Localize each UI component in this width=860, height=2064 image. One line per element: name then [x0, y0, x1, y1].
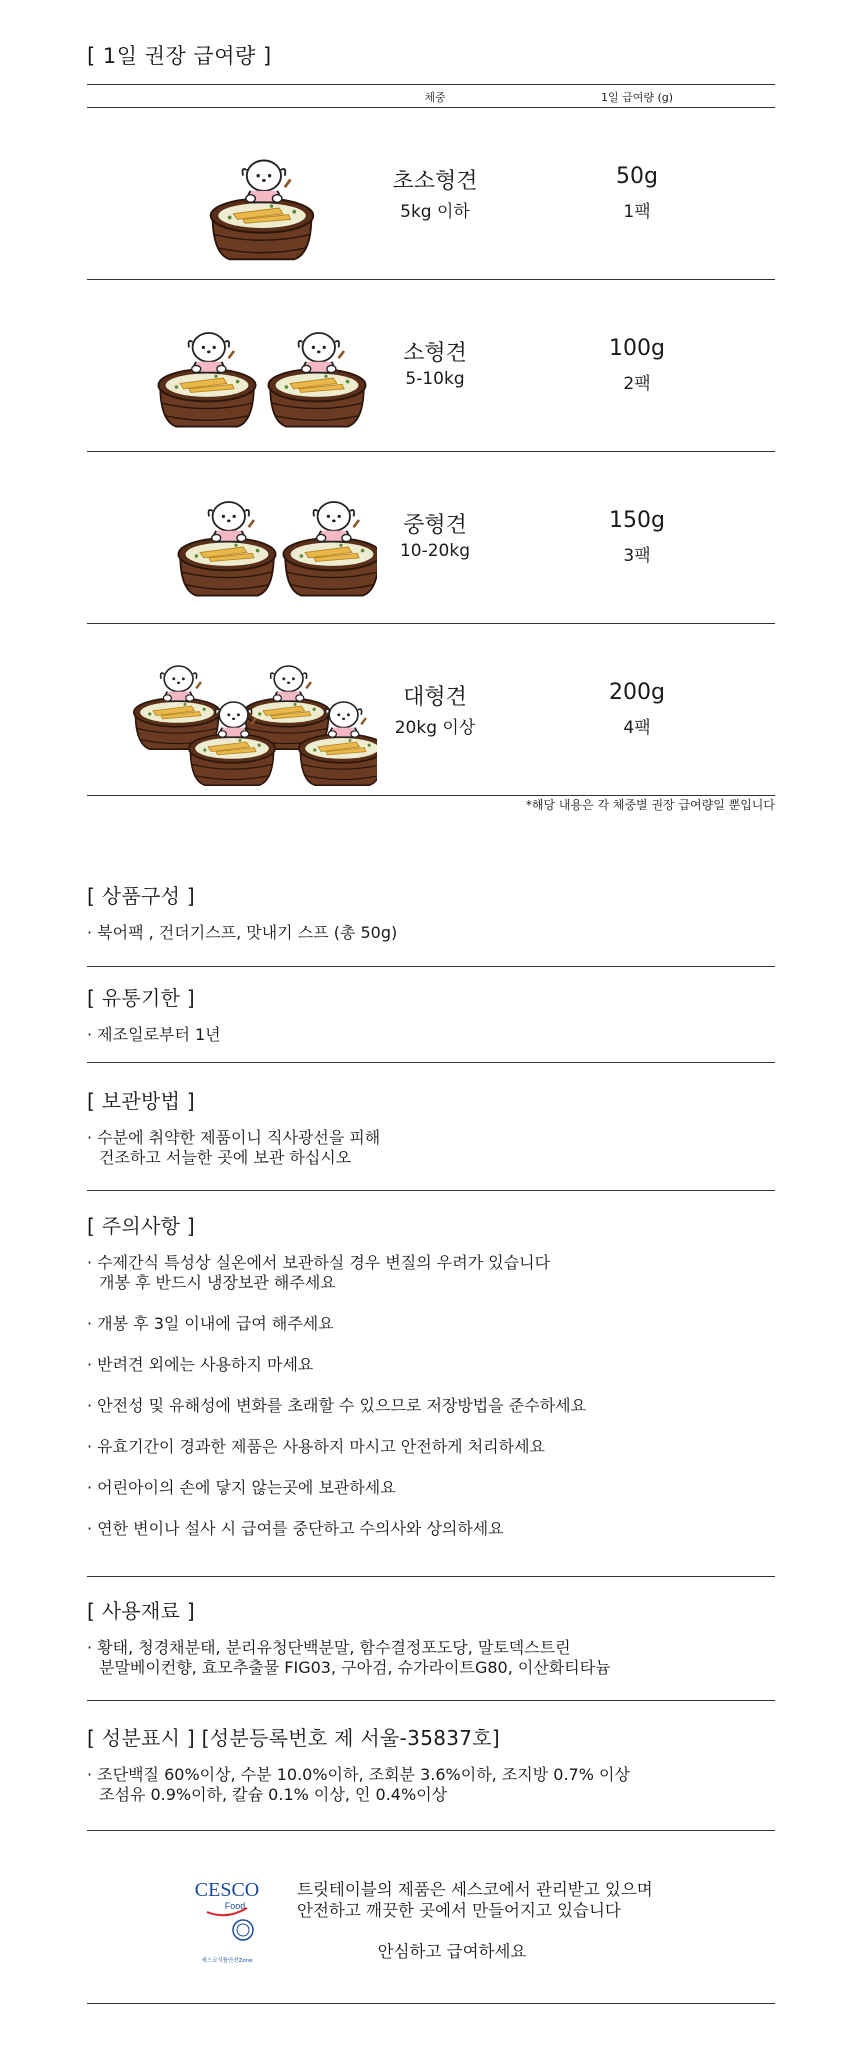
- divider: [87, 966, 775, 967]
- feed-pack: 3팩: [623, 546, 651, 566]
- divider: [87, 1062, 775, 1063]
- nutrition-section: [87, 1722, 775, 1805]
- section-heading: [ 사용재료 ]: [87, 1599, 196, 1623]
- section-heading: [ 유통기한 ]: [87, 986, 196, 1010]
- size-name: 소형견: [403, 341, 467, 366]
- dog-bowl-illustration: [107, 452, 377, 623]
- feed-pack: 4팩: [623, 718, 651, 738]
- storage-section: [87, 1085, 775, 1168]
- divider: [87, 1576, 775, 1577]
- cesco-message: 안심하고 급여하세요: [377, 1942, 527, 1961]
- caution-item: · 안전성 및 유해성에 변화를 초래할 수 있으므로 저장방법을 준수하세요: [87, 1396, 587, 1415]
- dog-bowl-illustration: [107, 108, 377, 279]
- divider: [87, 1190, 775, 1191]
- feed-amount: 200g: [609, 680, 665, 705]
- cesco-logo-sub: Food: [224, 1901, 246, 1911]
- col-weight-header: 체중: [424, 91, 446, 104]
- section-heading: [ 주의사항 ]: [87, 1214, 196, 1238]
- ingredients-text: · 황태, 청경채분태, 분리유청단백분말, 함수결정포도당, 말토덱스트린: [87, 1638, 571, 1657]
- feed-amount: 100g: [609, 336, 665, 361]
- section-heading: [ 상품구성 ]: [87, 884, 196, 908]
- shelf-life-text: · 제조일로부터 1년: [87, 1025, 221, 1044]
- size-weight: 20kg 이상: [394, 718, 476, 738]
- ingredients-section: [87, 1595, 775, 1678]
- composition-section: [87, 880, 775, 943]
- divider: [87, 1700, 775, 1701]
- feeding-table-header: [87, 84, 775, 108]
- cesco-message: 안전하고 깨끗한 곳에서 만들어지고 있습니다: [297, 1901, 621, 1920]
- caution-item: · 반려견 외에는 사용하지 마세요: [87, 1355, 314, 1374]
- dog-bowl-illustration: [107, 280, 377, 451]
- feeding-title: [ 1일 권장 급여량 ]: [87, 44, 272, 68]
- nutrition-text: · 조단백질 60%이상, 수분 10.0%이하, 조회분 3.6%이하, 조지방 0.7% 이상: [87, 1765, 630, 1784]
- nutrition-text: 조섬유 0.9%이하, 칼슘 0.1% 이상, 인 0.4%이상: [99, 1785, 448, 1804]
- size-weight: 5-10kg: [405, 369, 465, 389]
- feeding-row: [87, 624, 775, 796]
- cesco-logo-text: CESCO: [195, 1879, 259, 1901]
- feed-pack: 1팩: [623, 202, 651, 222]
- cesco-zone-label: 세스코식품안전Zone: [201, 1958, 253, 1964]
- feeding-row: [87, 108, 775, 280]
- feeding-row: [87, 452, 775, 624]
- size-weight: 10-20kg: [399, 541, 471, 561]
- feeding-row: [87, 280, 775, 452]
- feed-amount: 50g: [616, 164, 658, 189]
- shelf-life-section: [87, 982, 775, 1045]
- feed-pack: 2팩: [623, 374, 651, 394]
- size-name: 초소형견: [392, 169, 478, 194]
- size-name: 중형견: [403, 513, 467, 538]
- section-heading: [ 성분표시 ] [성분등록번호 제 서울-35837호]: [87, 1726, 501, 1750]
- cautions-section: [87, 1210, 775, 1539]
- storage-text: 건조하고 서늘한 곳에 보관 하십시오: [99, 1148, 352, 1167]
- composition-text: · 북어팩 , 건더기스프, 맛내기 스프 (총 50g): [87, 923, 398, 942]
- cesco-logo: [195, 1872, 259, 1972]
- caution-item: · 수제간식 특성상 실온에서 보관하실 경우 변질의 우려가 있습니다: [87, 1253, 551, 1272]
- size-name: 대형견: [403, 685, 467, 710]
- caution-item: · 어린아이의 손에 닿지 않는곳에 보관하세요: [87, 1478, 396, 1497]
- size-weight: 5kg 이하: [400, 202, 470, 222]
- divider: [87, 1830, 775, 1831]
- storage-text: · 수분에 취약한 제품이니 직사광선을 피해: [87, 1128, 381, 1147]
- caution-item: 개봉 후 반드시 냉장보관 해주세요: [99, 1273, 336, 1292]
- col-amount-header: 1일 급여량 (g): [600, 91, 674, 104]
- ingredients-text: 분말베이컨향, 효모추출물 FIG03, 구아검, 슈가라이트G80, 이산화티타늄: [99, 1658, 611, 1677]
- caution-item: · 개봉 후 3일 이내에 급여 해주세요: [87, 1314, 334, 1333]
- cesco-message: 트릿테이블의 제품은 세스코에서 관리받고 있으며: [297, 1880, 653, 1899]
- feed-amount: 150g: [609, 508, 665, 533]
- feeding-note: *해당 내용은 각 체중별 권장 급여량일 뿐입니다: [525, 798, 775, 812]
- feeding-table: [87, 84, 775, 796]
- divider: [87, 2003, 775, 2004]
- caution-item: · 유효기간이 경과한 제품은 사용하지 마시고 안전하게 처리하세요: [87, 1437, 546, 1456]
- caution-item: · 연한 변이나 설사 시 급여를 중단하고 수의사와 상의하세요: [87, 1519, 504, 1538]
- dog-bowl-illustration: [107, 624, 377, 795]
- section-heading: [ 보관방법 ]: [87, 1089, 196, 1113]
